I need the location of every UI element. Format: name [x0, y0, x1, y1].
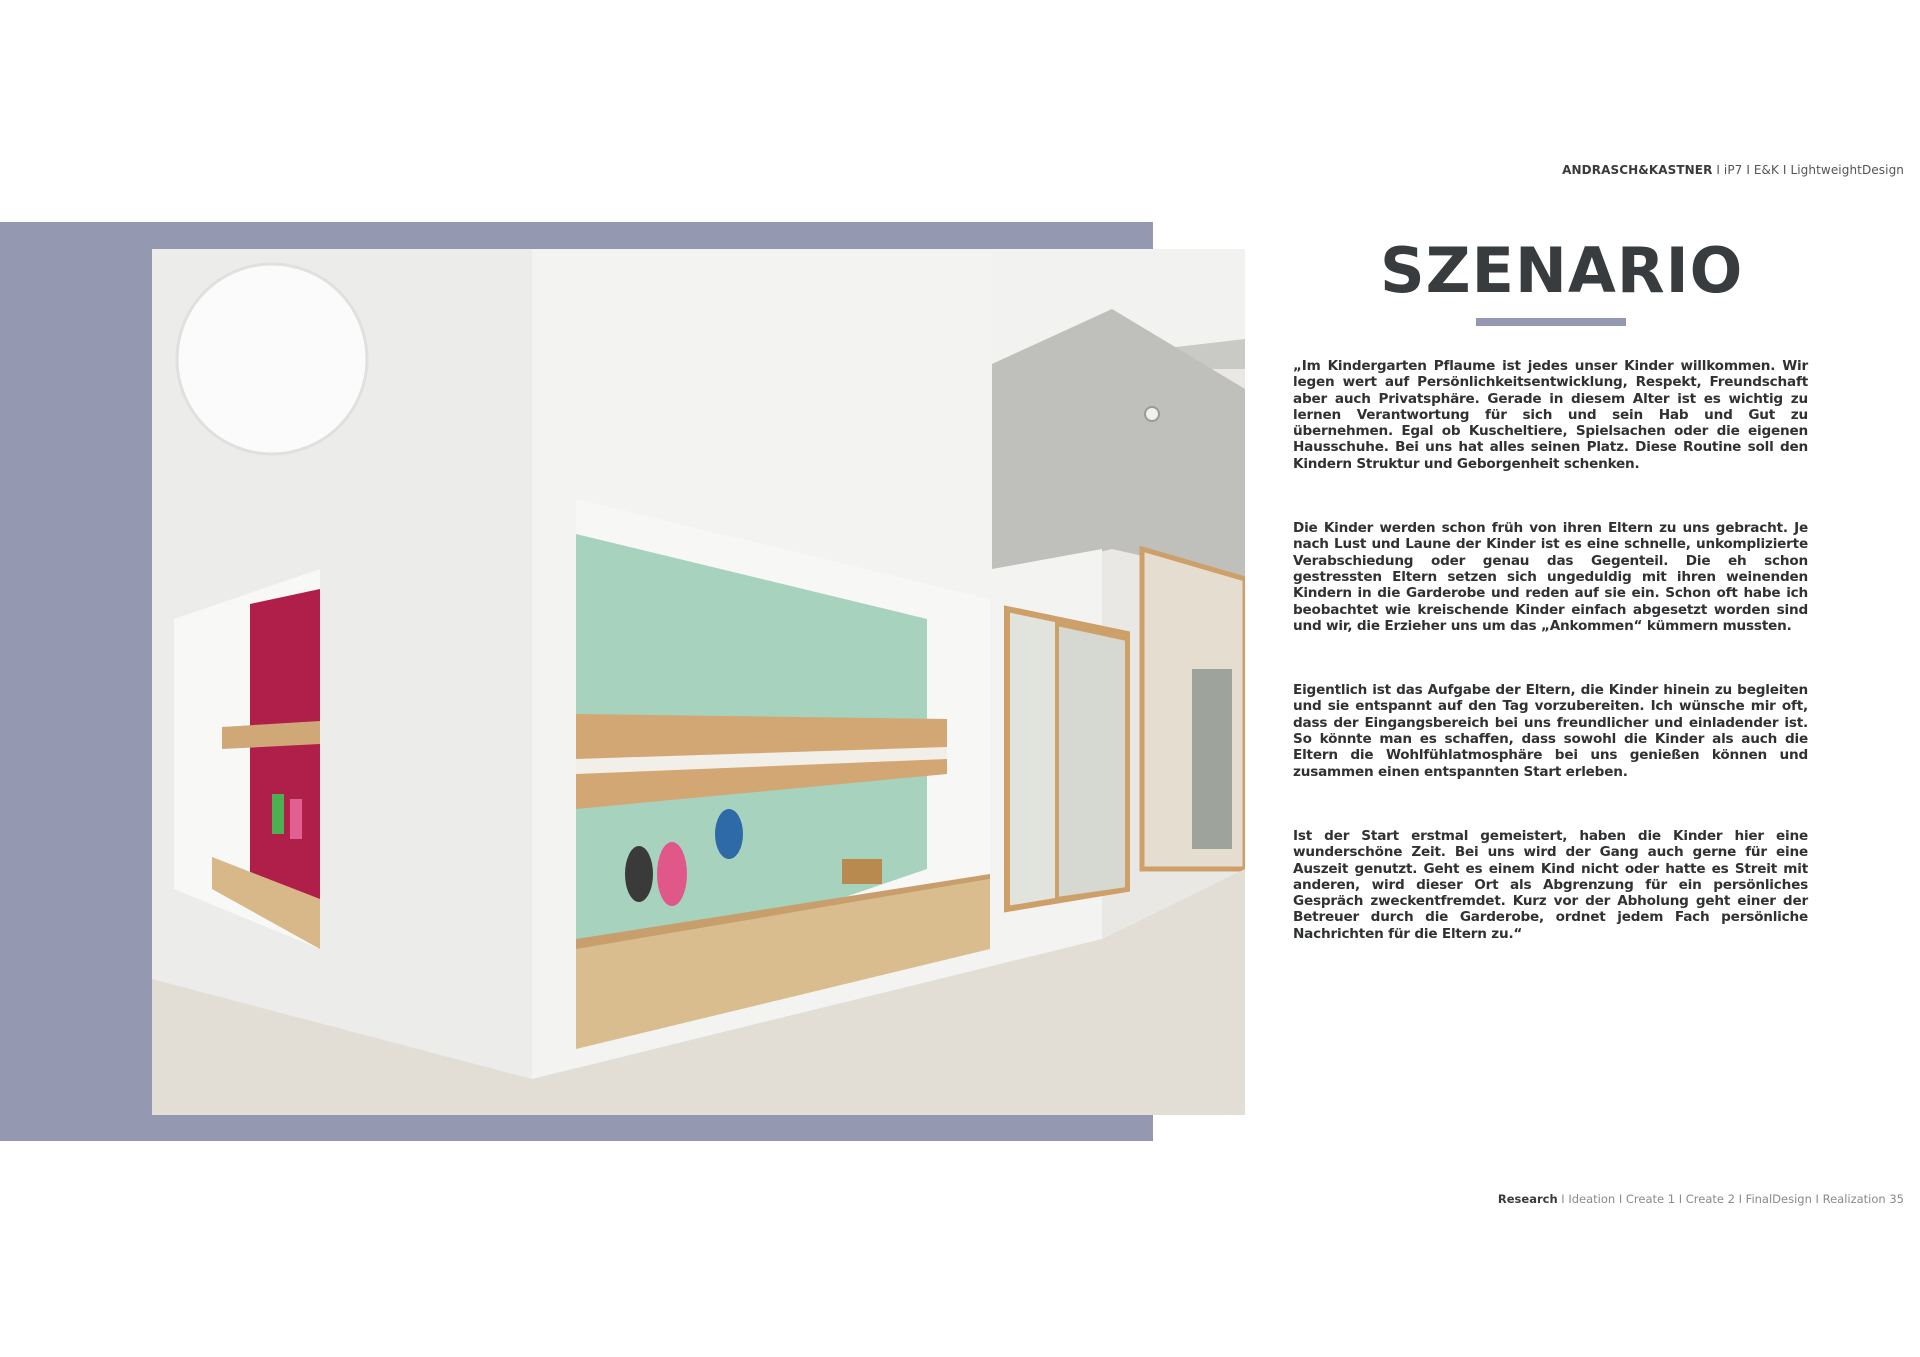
ceiling-light	[1145, 407, 1159, 421]
footer-item-realization[interactable]: I Realization	[1811, 1192, 1886, 1206]
blue-backpack	[715, 809, 743, 859]
corridor-window	[1192, 669, 1232, 849]
footer-item-create-2[interactable]: I Create 2	[1675, 1192, 1735, 1206]
header-brand: ANDRASCH&KASTNER	[1562, 163, 1713, 177]
footer-item-finaldesign[interactable]: I FinalDesign	[1734, 1192, 1812, 1206]
story-text	[1293, 358, 1808, 942]
kindergarten-cloakroom-photo	[152, 249, 1245, 1115]
pink-bag	[657, 842, 687, 906]
glass-door-right	[1057, 624, 1127, 899]
black-bag	[625, 846, 653, 902]
footer-item-create-1[interactable]: I Create 1	[1615, 1192, 1676, 1206]
paragraph-4: Ist der Start erstmal gemeistert, haben die Kinder hier eine wunderschöne Zeit. Bei uns wird der Gang auch gerne für eine Auszeit genutzt. Geht es einem Kind nicht oder hatte es Streit mit anderen, wird dieser Ort als Abgrenzung für ein persönliches Gespräch zweckentfremdet. Kurz vor der Abholung geht einer der Betreuer durch die Garderobe, ordnet jedem Fach persönliche Nachrichten für die Eltern zu.“	[1293, 827, 1808, 942]
toy-truck	[842, 859, 882, 884]
header-credit	[1562, 163, 1904, 177]
page-title: SZENARIO	[1380, 234, 1744, 307]
title-underline	[1476, 318, 1626, 326]
footer-item-research[interactable]: Research	[1497, 1192, 1558, 1206]
page-number: 35	[1885, 1192, 1904, 1206]
header-meta: I iP7 I E&K I LightweightDesign	[1712, 163, 1904, 177]
paragraph-2: Die Kinder werden schon früh von ihren Eltern zu uns gebracht. Je nach Lust und Laune der Kinder ist es eine schnelle, unkomplizierte Verabschiedung oder genau das Gegenteil. Die eh schon gestressten Eltern setzen sich ungeduldig mit ihren weinenden Kindern in die Garderobe und reden auf sie ein. Schon oft habe ich beobachtet wie kreischende Kinder einfach abgesetzt worden sind und wir, die Erzieher uns um das „Ankommen“ kümmern mussten.	[1293, 520, 1808, 634]
paragraph-3: Eigentlich ist das Aufgabe der Eltern, die Kinder hinein zu begleiten und sie entspannt auf den Tag vorzubereiten. Ich wünsche mir oft, dass der Eingangsbereich bei uns freundlicher und einladender ist. So könnte man es schaffen, dass sowohl die Kinder als auch die Eltern die Wohlfühlatmosphäre bei uns genießen können und zusammen einen entspannten Start erleben.	[1293, 682, 1808, 780]
paragraph-1: „Im Kindergarten Pflaume ist jedes unser Kinder willkommen. Wir legen wert auf Persönlichkeitsentwicklung, Respekt, Freundschaft aber auch Privatsphäre. Gerade in diesem Alter ist es wichtig zu lernen Verantwortung für sich und sein Hab und Gut zu übernehmen. Egal ob Kuscheltiere, Spielsachen oder die eigenen Hausschuhe. Bei uns hat alles seinen Platz. Diese Routine soll den Kindern Struktur und Geborgenheit schenken.	[1293, 358, 1808, 472]
photo-illustration	[152, 249, 1245, 1115]
pendant-lamp	[177, 264, 367, 454]
pink-jacket	[290, 799, 302, 839]
green-jacket	[272, 794, 284, 834]
footer-navigation	[1498, 1192, 1904, 1206]
footer-item-ideation[interactable]: I Ideation	[1557, 1192, 1616, 1206]
